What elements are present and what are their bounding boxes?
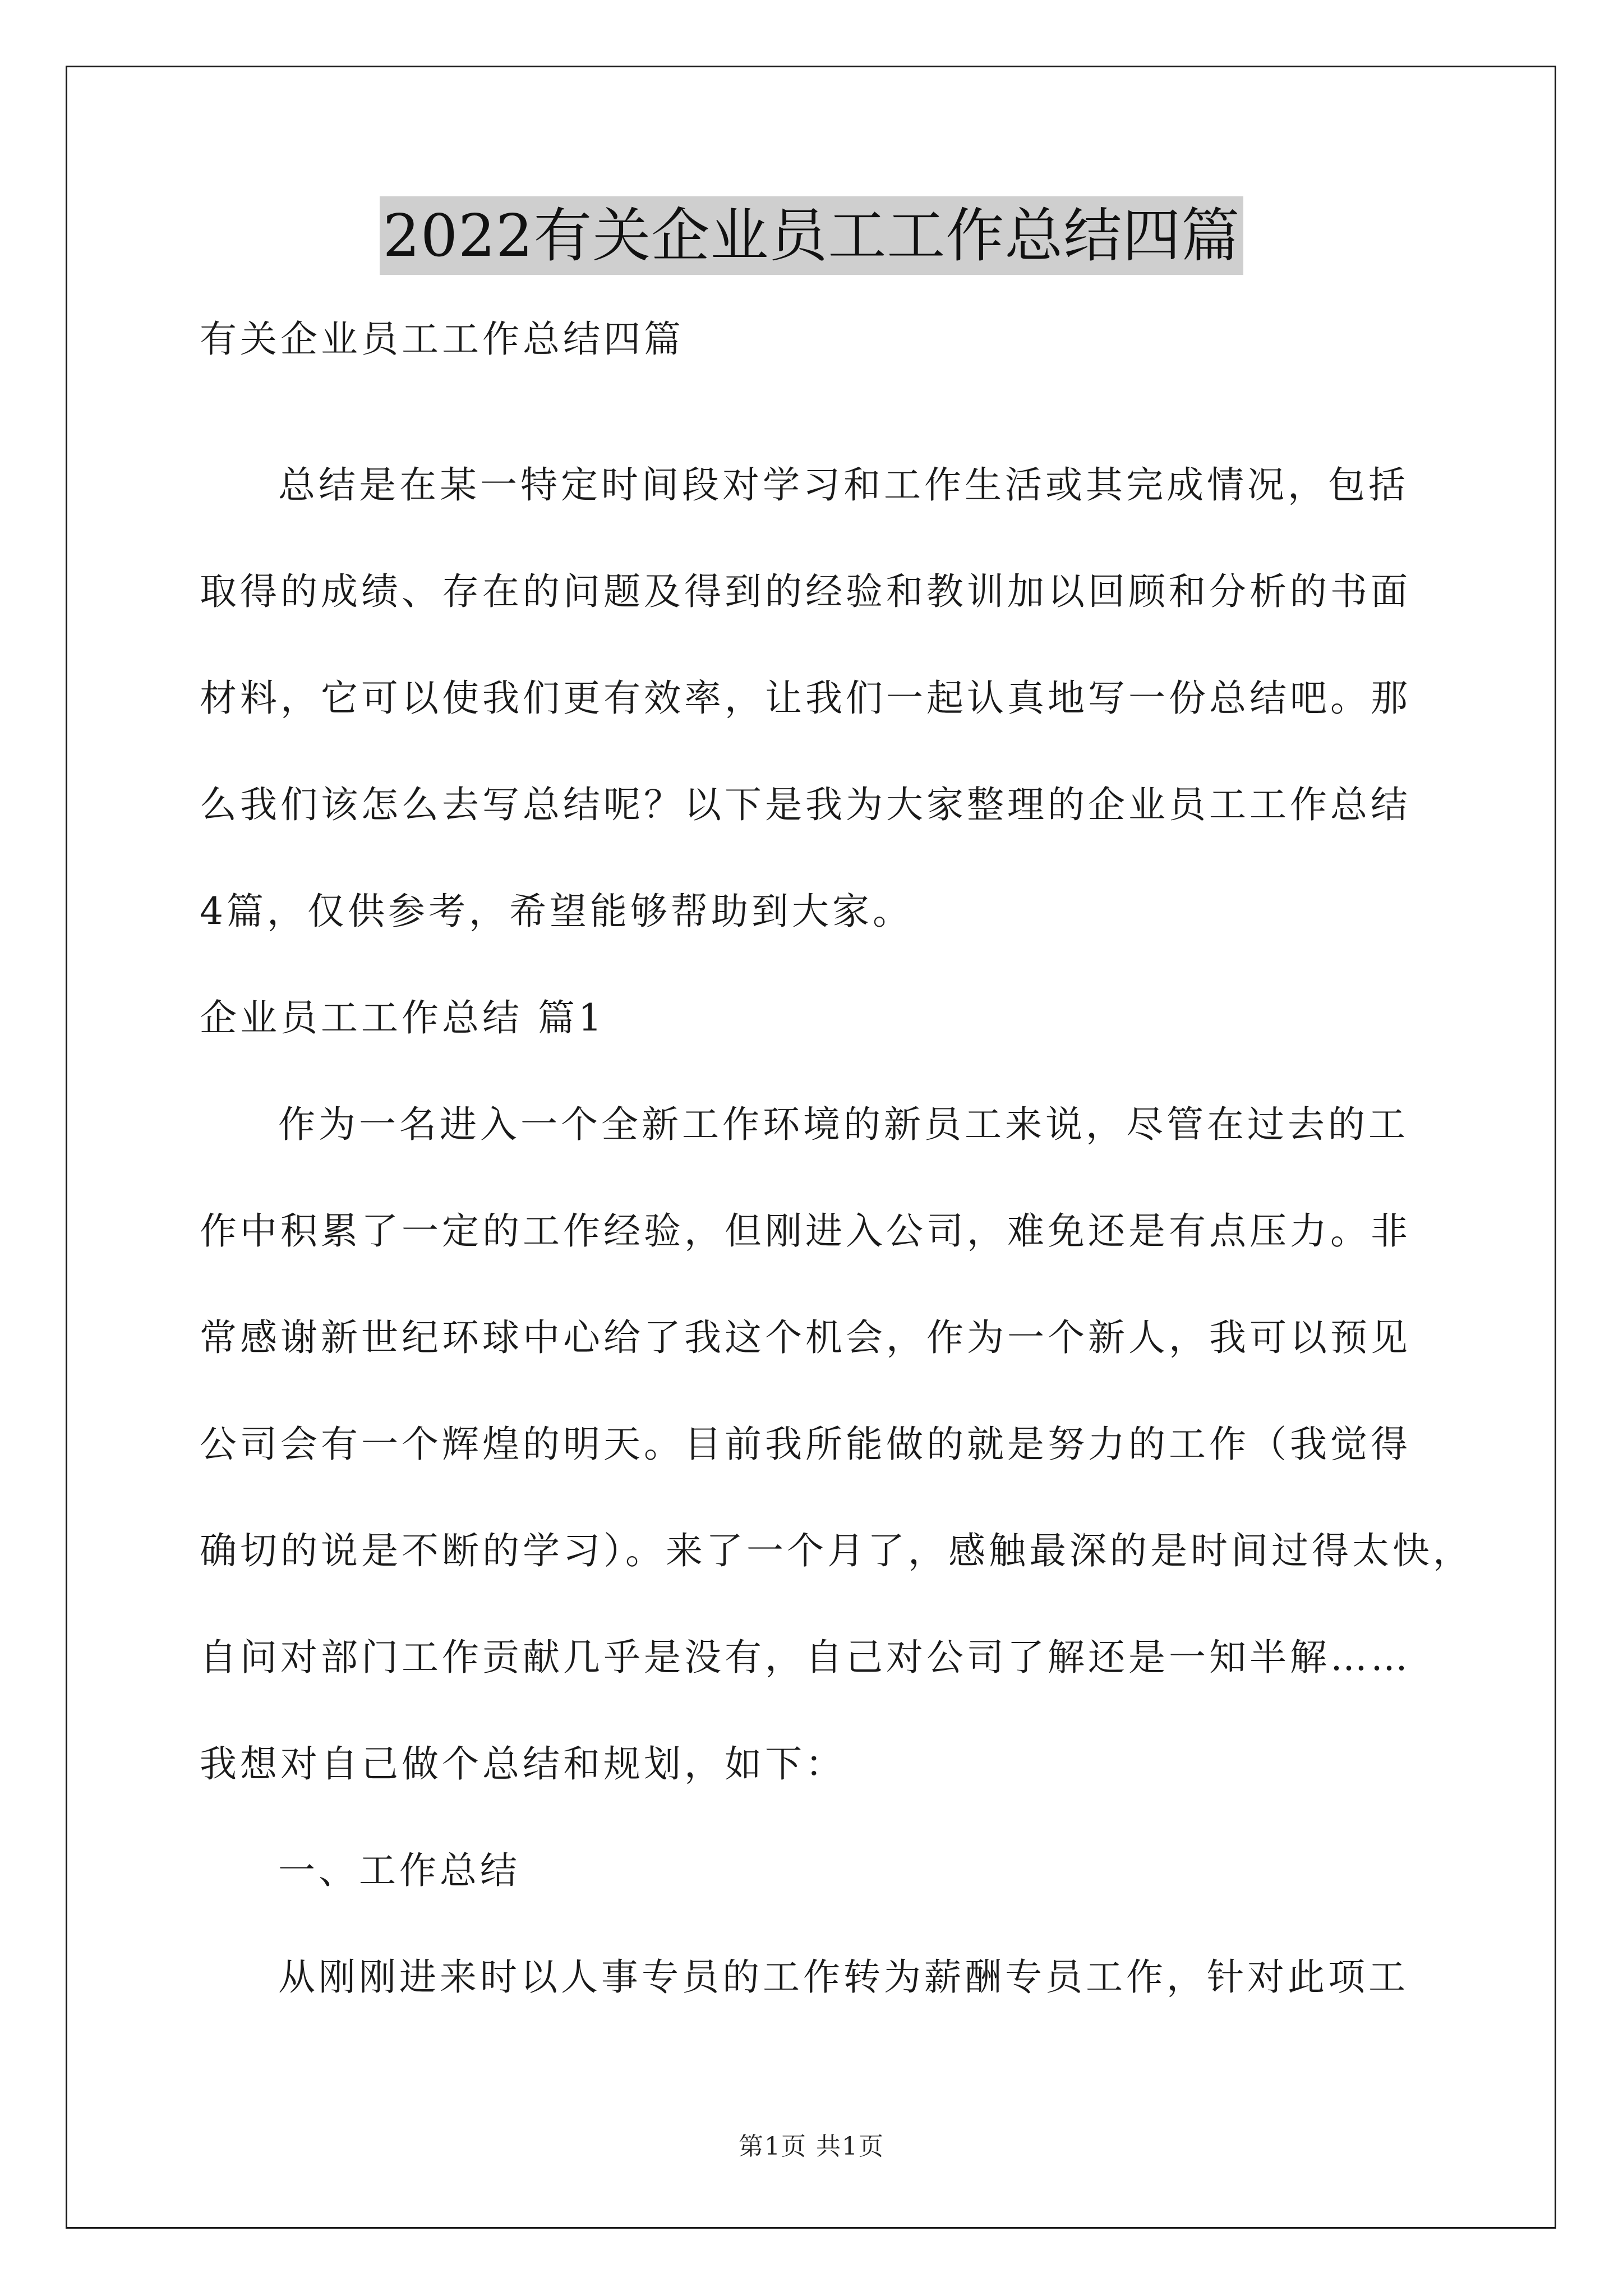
paragraph-line: 我想对自己做个总结和规划，如下： [200, 1742, 846, 1786]
paragraph-line: 取得的成绩、存在的问题及得到的经验和教训加以回顾和分析的书面 [200, 570, 1411, 613]
section-heading: 企业员工工作总结 篇1 [200, 996, 605, 1039]
paragraph-line: 公司会有一个辉煌的明天。目前我所能做的就是努力的工作（我觉得 [200, 1423, 1411, 1466]
subtitle-line: 有关企业员工工作总结四篇 [200, 318, 684, 361]
paragraph-line: 总结是在某一特定时间段对学习和工作生活或其完成情况，包括 [278, 463, 1409, 507]
subsection-heading: 一、工作总结 [278, 1849, 520, 1892]
paragraph-line: 么我们该怎么去写总结呢？以下是我为大家整理的企业员工工作总结 [200, 783, 1411, 826]
paragraph-line: 自问对部门工作贡献几乎是没有，自己对公司了解还是一知半解…… [200, 1636, 1411, 1679]
paragraph-line: 常感谢新世纪环球中心给了我这个机会，作为一个新人，我可以预见 [200, 1316, 1411, 1359]
document-title: 2022有关企业员工工作总结四篇 [380, 196, 1244, 275]
paragraph-line: 从刚刚进来时以人事专员的工作转为薪酬专员工作，针对此项工 [278, 1955, 1409, 1999]
paragraph-line: 作中积累了一定的工作经验，但刚进入公司，难免还是有点压力。非 [200, 1209, 1411, 1253]
paragraph-line: 确切的说是不断的学习）。来了一个月了，感触最深的是时间过得太快， [200, 1529, 1473, 1572]
paragraph-line: 作为一名进入一个全新工作环境的新员工来说，尽管在过去的工 [278, 1103, 1409, 1146]
page-footer: 第1页 共1页 [739, 2132, 884, 2161]
title-container [0, 196, 1623, 275]
paragraph-line: 4篇，仅供参考，希望能够帮助到大家。 [200, 890, 913, 933]
paragraph-line: 材料，它可以使我们更有效率，让我们一起认真地写一份总结吧。那 [200, 677, 1411, 720]
